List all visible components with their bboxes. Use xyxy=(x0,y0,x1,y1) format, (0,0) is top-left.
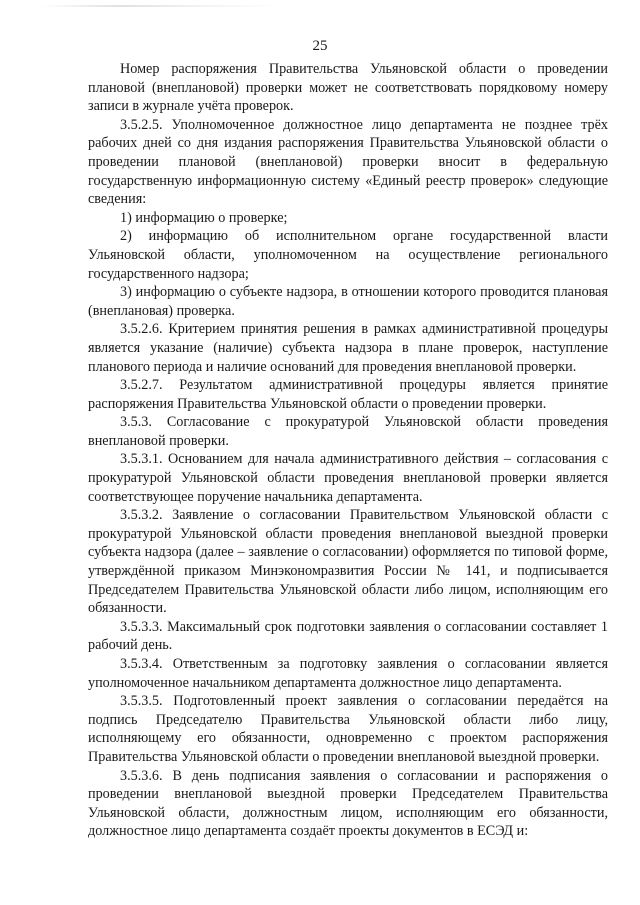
list-item-3: 3) информацию о субъекте надзора, в отношении которого проводится плановая (внеплановая) проверка. xyxy=(88,284,608,319)
paragraph-3-5-3: 3.5.3. Согласование с прокуратурой Ульяновской области проведения внеплановой проверки. xyxy=(88,414,608,449)
paragraph-3-5-3-5: 3.5.3.5. Подготовленный проект заявления о согласовании передаётся на подпись Председателю Правительства Ульяновской области либо лицу, исполняющему его обязанности, одновременно с проектом распоряжения Правительства Ульяновской области о проведении внеплановой выездной проверки. xyxy=(88,693,608,765)
paragraph-3-5-3-3: 3.5.3.3. Максимальный срок подготовки заявления о согласовании составляет 1 рабочий день. xyxy=(88,618,608,654)
page-number: 25 xyxy=(312,38,328,54)
scan-artifact xyxy=(40,5,280,7)
list-item-1: 1) информацию о проверке; xyxy=(120,209,288,226)
document-body xyxy=(88,60,608,841)
paragraph-3-5-3-4: 3.5.3.4. Ответственным за подготовку заявления о согласовании является уполномоченное начальником департамента должностное лицо департамента. xyxy=(88,656,608,691)
paragraph-3-5-2-6: 3.5.2.6. Критерием принятия решения в рамках административной процедуры является указание (наличие) субъекта надзора в плане проверок, наступление планового периода и наличие оснований для проведения внеплановой проверки. xyxy=(88,321,608,375)
paragraph-3-5-3-6: 3.5.3.6. В день подписания заявления о согласовании и распоряжения о проведении внеплановой выездной проверки Председателем Правительства Ульяновской области, должностным лицом, исполняющим его обязанности, должностное лицо департамента создаёт проекты документов в ЕСЭД и: xyxy=(88,767,608,840)
paragraph-3-5-2-5: 3.5.2.5. Уполномоченное должностное лицо департамента не позднее трёх рабочих дней со дня издания распоряжения Правительства Ульяновской области о проведении плановой (внеплановой) проверки вносит в федеральную государственную информационную систему «Единый реестр проверок» следующие сведения: xyxy=(88,116,608,208)
paragraph-3-5-2-7: 3.5.2.7. Результатом административной процедуры является принятие распоряжения Правительства Ульяновской области о проведении проверки. xyxy=(88,377,608,412)
paragraph-record-number-note: Номер распоряжения Правительства Ульяновской области о проведении плановой (внеплановой) проверки может не соответствовать порядковому номеру записи в журнале учёта проверок. xyxy=(88,61,608,115)
list-item-2: 2) информацию об исполнительном органе государственной власти Ульяновской области, уполномоченном на осуществление регионального государственного надзора; xyxy=(88,228,608,282)
paragraph-3-5-3-2: 3.5.3.2. Заявление о согласовании Правительством Ульяновской области с прокуратурой Ульяновской области проведения внеплановой выездной проверки субъекта надзора (далее – заявление о согласовании) оформляется по типовой форме, утверждённой приказом Минэкономразвития России № 141, и подписывается Председателем Правительства Ульяновской области либо лицом, исполняющим его обязанности. xyxy=(88,507,608,617)
paragraph-3-5-3-1: 3.5.3.1. Основанием для начала административного действия – согласования с прокуратурой Ульяновской области проведения внеплановой проверки является соответствующее поручение начальника департамента. xyxy=(88,451,608,505)
